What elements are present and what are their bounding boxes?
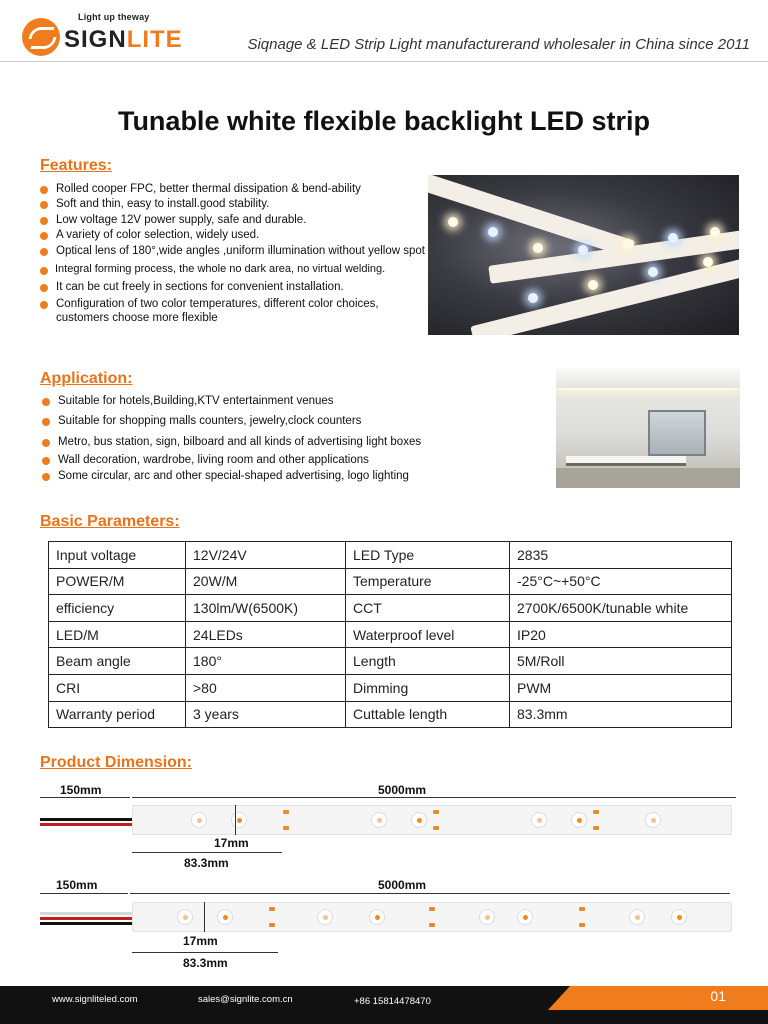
table-row: Input voltage 12V/24V LED Type 2835 — [49, 542, 732, 569]
application-item: Metro, bus station, sign, bilboard and all kinds of advertising light boxes — [40, 435, 540, 449]
page-header — [0, 0, 768, 62]
table-row: LED/M 24LEDs Waterproof level IP20 — [49, 621, 732, 648]
total-length-label: 5000mm — [378, 878, 427, 892]
features-list — [38, 182, 430, 326]
bullet-icon — [40, 301, 48, 309]
lead-length-label: 150mm — [60, 783, 102, 797]
signlite-logo — [22, 12, 183, 58]
table-row: Beam angle 180° Length 5M/Roll — [49, 648, 732, 675]
table-row: efficiency 130lm/W(6500K) CCT 2700K/6500K/tunable white — [49, 595, 732, 622]
cut-length-label: 83.3mm — [183, 956, 228, 970]
bullet-icon — [40, 267, 48, 275]
logo-mark-icon — [22, 18, 60, 56]
logo-word-lite: LITE — [126, 26, 183, 53]
feature-item: Configuration of two color temperatures, different color choices, customers choose more flexible — [38, 297, 430, 326]
feature-item: A variety of color selection, widely used. — [38, 228, 430, 242]
bullet-icon — [42, 457, 50, 465]
bullet-icon — [42, 398, 50, 406]
total-length-label: 5000mm — [378, 783, 427, 797]
application-list — [40, 394, 540, 483]
page-footer — [0, 986, 768, 1024]
feature-item: Optical lens of 180°,wide angles ,uniform illumination without yellow spot — [38, 244, 430, 258]
parameters-table — [48, 541, 732, 728]
bullet-icon — [40, 248, 48, 256]
footer-email: sales@signlite.com.cn — [198, 994, 293, 1005]
feature-item: Integral forming process, the whole no dark area, no virtual welding. — [38, 263, 430, 277]
bullet-icon — [40, 217, 48, 225]
application-heading: Application: — [40, 370, 133, 387]
footer-phone: +86 15814478470 — [354, 996, 431, 1007]
table-row: POWER/M 20W/M Temperature -25°C~+50°C — [49, 568, 732, 595]
page-title: Tunable white flexible backlight LED strip — [117, 106, 651, 136]
application-item: Some circular, arc and other special-shaped advertising, logo lighting — [40, 469, 540, 483]
logo-word-sign: SIGN — [64, 26, 127, 53]
bullet-icon — [42, 473, 50, 481]
features-heading: Features: — [40, 157, 113, 174]
header-subtitle: Siqnage & LED Strip Light manufacturerand wholesaler in China since 2011 — [247, 36, 750, 53]
application-item: Wall decoration, wardrobe, living room and other applications — [40, 453, 540, 467]
led-strip-drawing — [132, 902, 732, 932]
application-item: Suitable for shopping malls counters, jewelry,clock counters — [40, 414, 540, 428]
cut-length-label: 83.3mm — [184, 856, 229, 870]
bullet-icon — [42, 418, 50, 426]
footer-website: www.signliteled.com — [52, 994, 138, 1005]
room-application-photo — [556, 368, 740, 488]
bullet-icon — [40, 201, 48, 209]
width-label: 17mm — [183, 934, 218, 948]
feature-item: It can be cut freely in sections for convenient installation. — [38, 280, 430, 294]
feature-item: Rolled cooper FPC, better thermal dissipation & bend-ability — [38, 182, 430, 196]
table-row: Warranty period 3 years Cuttable length 83.3mm — [49, 701, 732, 728]
led-strip-drawing — [132, 805, 732, 835]
feature-item: Low voltage 12V power supply, safe and durable. — [38, 213, 430, 227]
bullet-icon — [40, 232, 48, 240]
logo-wordmark — [64, 26, 183, 54]
bullet-icon — [40, 284, 48, 292]
parameters-heading: Basic Parameters: — [40, 513, 180, 530]
led-strip-photo — [428, 175, 739, 335]
width-label: 17mm — [214, 836, 249, 850]
bullet-icon — [42, 439, 50, 447]
feature-item: Soft and thin, easy to install.good stability. — [38, 197, 430, 211]
table-row: CRI >80 Dimming PWM — [49, 674, 732, 701]
application-item: Suitable for hotels,Building,KTV entertainment venues — [40, 394, 540, 408]
lead-length-label: 150mm — [56, 878, 98, 892]
page-number: 01 — [710, 988, 726, 1004]
logo-tagline: Light up theway — [78, 12, 150, 22]
dimension-heading: Product Dimension: — [40, 754, 193, 771]
bullet-icon — [40, 186, 48, 194]
